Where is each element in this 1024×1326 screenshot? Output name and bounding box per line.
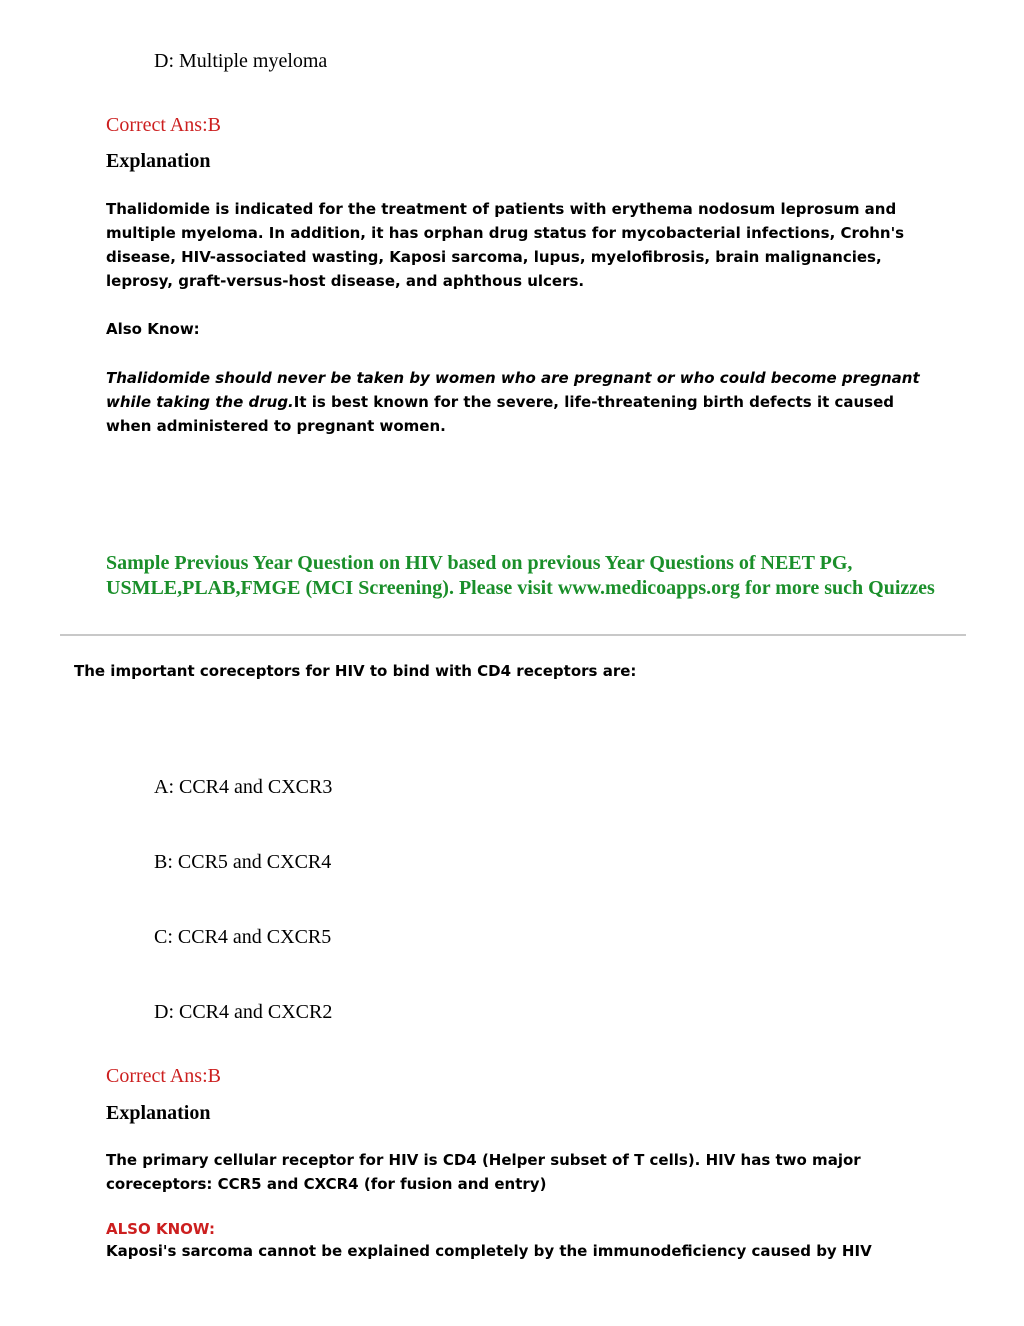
sample-question-banner: Sample Previous Year Question on HIV based on previous Year Questions of NEET PG, USMLE,PLAB,FMGE (MCI Screening). Please visit www.medicoapps.org for more such Quizzes [106, 552, 935, 599]
option-b: B: CCR5 and CXCR4 [154, 851, 332, 873]
option-d-2: D: CCR4 and CXCR2 [154, 1001, 333, 1023]
explanation-heading: Explanation [106, 150, 211, 172]
explanation-text: Thalidomide is indicated for the treatment of patients with erythema nodosum leprosum and multiple myeloma. In addition, it has orphan drug status for mycobacterial infections, Crohn's disease, HIV-associated wasting, Kaposi sarcoma, lupus, myelofibrosis, brain malignancies, leprosy, graft-versus-host disease, and aphthous ulcers. [106, 200, 905, 290]
also-know-italic: Thalidomide should never be taken by women who are pregnant or who could become pregnant while taking the drug. [106, 369, 920, 411]
option-a: A: CCR4 and CXCR3 [154, 776, 333, 798]
explanation-text-2: The primary cellular receptor for HIV is CD4 (Helper subset of T cells). HIV has two major coreceptors: CCR5 and CXCR4 (for fusion and entry) [106, 1151, 861, 1193]
also-know-rest: It is best known for the severe, life-threatening birth defects it caused when administered to pregnant women. [106, 393, 895, 435]
option-d: D: Multiple myeloma [154, 50, 328, 72]
correct-answer: Correct Ans:B [106, 114, 221, 136]
also-know-text-2: Kaposi's sarcoma cannot be explained completely by the immunodeficiency caused by HIV [106, 1242, 872, 1260]
option-c: C: CCR4 and CXCR5 [154, 926, 332, 948]
correct-answer-2: Correct Ans:B [106, 1065, 221, 1087]
explanation-heading-2: Explanation [106, 1102, 211, 1124]
question-text: The important coreceptors for HIV to bind with CD4 receptors are: [74, 662, 637, 680]
also-know-label: Also Know: [106, 320, 200, 338]
section-divider [60, 634, 966, 636]
also-know-label-2: ALSO KNOW: [106, 1220, 215, 1238]
also-know-text [106, 366, 936, 438]
